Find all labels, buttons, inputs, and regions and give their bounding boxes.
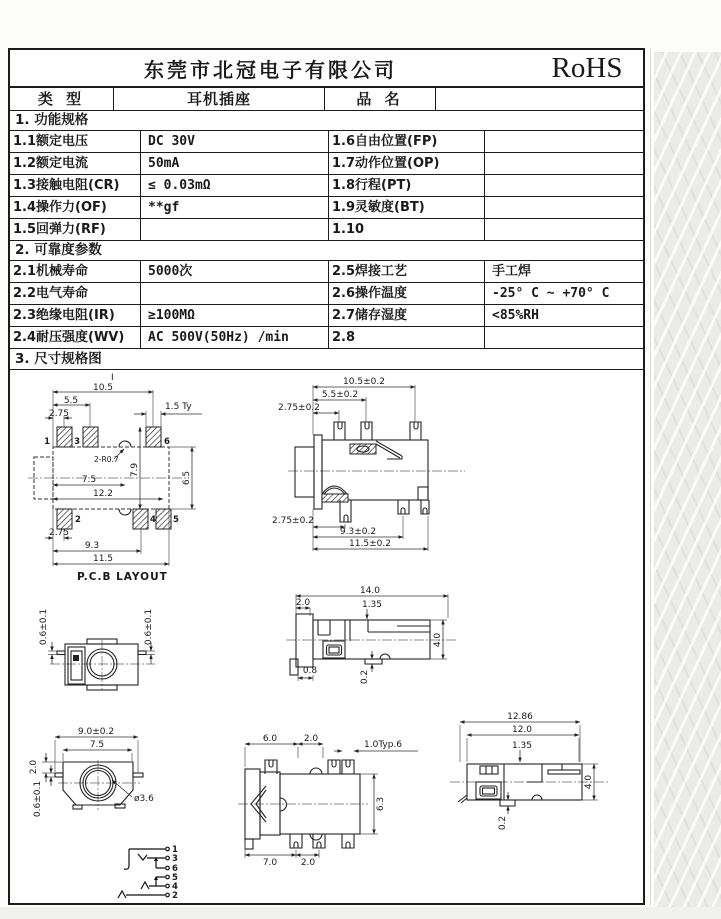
spec-value: [485, 175, 643, 196]
end-view-drawing: [39, 609, 155, 690]
schematic-pin-label: 5: [172, 873, 178, 883]
title-row: [10, 88, 643, 111]
spec-value: ≤ 0.03mΩ: [141, 175, 329, 196]
dim-label: 7.9: [130, 462, 140, 478]
spec-row: [10, 131, 643, 153]
dim-label: 6.3: [376, 796, 386, 812]
pad-number: 4: [150, 515, 156, 525]
section1-title: 1. 功能规格: [10, 111, 643, 131]
dim-label: 14.0: [359, 586, 381, 596]
company-name: 东莞市北冠电子有限公司: [144, 57, 397, 82]
spec-value: DC 30V: [141, 131, 329, 152]
side-view-drawing: [272, 377, 465, 551]
dim-label: 9.3: [84, 541, 100, 551]
spec-value: [485, 219, 643, 240]
spec-value: -25° C ~ +70° C: [492, 286, 610, 301]
section3-title: 3. 尺寸规格图: [10, 349, 643, 370]
sheet-header: [10, 50, 643, 88]
spec-value: 5000次: [141, 261, 329, 282]
spec-row: [10, 175, 643, 197]
spec-label: 1.4操作力(OF): [10, 197, 141, 218]
spec-label: 1.6自由位置(FP): [329, 131, 485, 152]
dim-label: 9.0±0.2: [77, 727, 115, 737]
dim-label: 1.5 Ty: [165, 402, 192, 412]
spec-value: [485, 197, 643, 218]
dim-label: 10.5±0.2: [343, 377, 385, 387]
spec-row: [10, 305, 643, 327]
spec-value: 手工焊: [492, 264, 532, 279]
radius-label: 2-R0.7: [94, 455, 119, 464]
pad-number: 5: [173, 515, 179, 525]
dim-label: 7.5: [81, 475, 97, 485]
spec-sheet: [8, 48, 645, 905]
type-value: 耳机插座: [114, 88, 325, 110]
spec-value: ≥100MΩ: [141, 305, 329, 326]
spec-value: [485, 131, 643, 152]
dim-label: 9.3±0.2: [339, 527, 377, 537]
dim-label: 5.5: [63, 396, 79, 406]
drawing-caption: P.C.B LAYOUT: [77, 571, 168, 583]
rohs-mark: RoHS: [551, 52, 623, 84]
spec-row: [10, 197, 643, 219]
dim-label: ø3.6: [134, 794, 154, 804]
pad-number: 6: [164, 437, 170, 447]
spec-label: 2.6操作温度: [329, 283, 485, 304]
dim-label: 0.2: [360, 669, 370, 685]
top-view2-drawing: [450, 712, 610, 830]
spec-label: 2.5焊接工艺: [329, 261, 485, 282]
pcb-layout-drawing: [28, 373, 202, 583]
dim-label: 12.86: [507, 712, 533, 722]
dim-label: 5.5±0.2: [321, 390, 359, 400]
spec-label: 1.2额定电流: [10, 153, 141, 174]
dim-label: 1.35: [511, 741, 533, 751]
dim-label: 2.0: [303, 734, 319, 744]
dim-label: 2.0: [300, 858, 316, 868]
dim-label: 6.5: [182, 470, 192, 486]
dim-label: 11.5±0.2: [349, 539, 391, 549]
spec-label: 2.7储存湿度: [329, 305, 485, 326]
spec-value: [485, 327, 643, 348]
spec-label: 2.4耐压强度(WV): [10, 327, 141, 348]
spec-label: 1.10: [329, 219, 485, 240]
terminal-schematic: [118, 845, 178, 901]
section-marker: I: [111, 373, 114, 383]
pad-number: 2: [75, 515, 81, 525]
dim-label: 1.0Typ.6: [364, 740, 403, 750]
dim-label: 7.0: [262, 858, 278, 868]
schematic-pin-label: 1: [172, 845, 178, 855]
spec-row: [10, 219, 643, 241]
schematic-pin-label: 6: [172, 864, 178, 874]
bottom-view-drawing: [238, 734, 418, 868]
spec-label: 1.7动作位置(OP): [329, 153, 485, 174]
spec-value: <85%RH: [492, 308, 539, 323]
dim-label: 4.0: [433, 632, 443, 648]
schematic-pin-label: 2: [172, 891, 178, 901]
dim-label: 2.0: [295, 598, 311, 608]
dim-label: 2.75: [48, 409, 70, 419]
dim-label: 4.0: [584, 774, 594, 790]
pad-number: 1: [44, 437, 50, 447]
spec-label: 1.9灵敏度(BT): [329, 197, 485, 218]
spec-label: 2.8: [329, 327, 485, 348]
spec-label: 1.1额定电压: [10, 131, 141, 152]
dim-label: 0.6±0.1: [144, 608, 154, 646]
dim-label: 2.75: [48, 528, 70, 538]
spec-value: AC 500V(50Hz) /min: [141, 327, 329, 348]
type-label: 类 型: [10, 88, 114, 110]
dim-label: 2.75±0.2: [272, 516, 314, 526]
dim-label: 6.0: [262, 734, 278, 744]
dim-label: 10.5: [92, 383, 114, 393]
spec-label: 1.5回弹力(RF): [10, 219, 141, 240]
dim-label: 1.35: [361, 600, 383, 610]
dimension-drawings: [10, 370, 643, 903]
scan-bottom-margin: [0, 907, 721, 919]
spec-label: 1.8行程(PT): [329, 175, 485, 196]
spec-row: [10, 327, 643, 349]
scan-right-margin: [654, 52, 721, 908]
spec-row: [10, 153, 643, 175]
top-view-drawing: [286, 586, 457, 684]
schematic-pin-label: 3: [172, 854, 178, 864]
front-view-drawing: [29, 727, 154, 817]
page-edge-line: [650, 48, 651, 906]
product-name-label: 品 名: [325, 88, 436, 110]
spec-value: **gf: [141, 197, 329, 218]
schematic-pin-label: 4: [172, 882, 178, 892]
spec-row: [10, 283, 643, 305]
spec-value: [485, 153, 643, 174]
spec-value: 50mA: [141, 153, 329, 174]
dim-label: 0.6±0.1: [33, 780, 43, 818]
spec-row: [10, 261, 643, 283]
section2-title: 2. 可靠度参数: [10, 241, 643, 261]
dim-label: 12.0: [511, 725, 533, 735]
spec-label: 2.3绝缘电阻(IR): [10, 305, 141, 326]
dim-label: 2.75±0.2: [278, 403, 320, 413]
dim-label: 0.8: [302, 666, 318, 676]
dim-label: 7.5: [89, 740, 105, 750]
spec-label: 2.1机械寿命: [10, 261, 141, 282]
dim-label: 0.2: [498, 815, 508, 831]
dim-label: 2.0: [29, 759, 39, 775]
dim-label: 11.5: [92, 554, 114, 564]
dim-label: 0.6±0.1: [39, 608, 49, 646]
dim-label: 12.2: [92, 489, 114, 499]
pad-number: 3: [74, 437, 80, 447]
spec-value: [141, 283, 329, 304]
product-name-value: [436, 88, 643, 110]
spec-value: [141, 219, 329, 240]
spec-label: 2.2电气寿命: [10, 283, 141, 304]
spec-label: 1.3接触电阻(CR): [10, 175, 141, 196]
